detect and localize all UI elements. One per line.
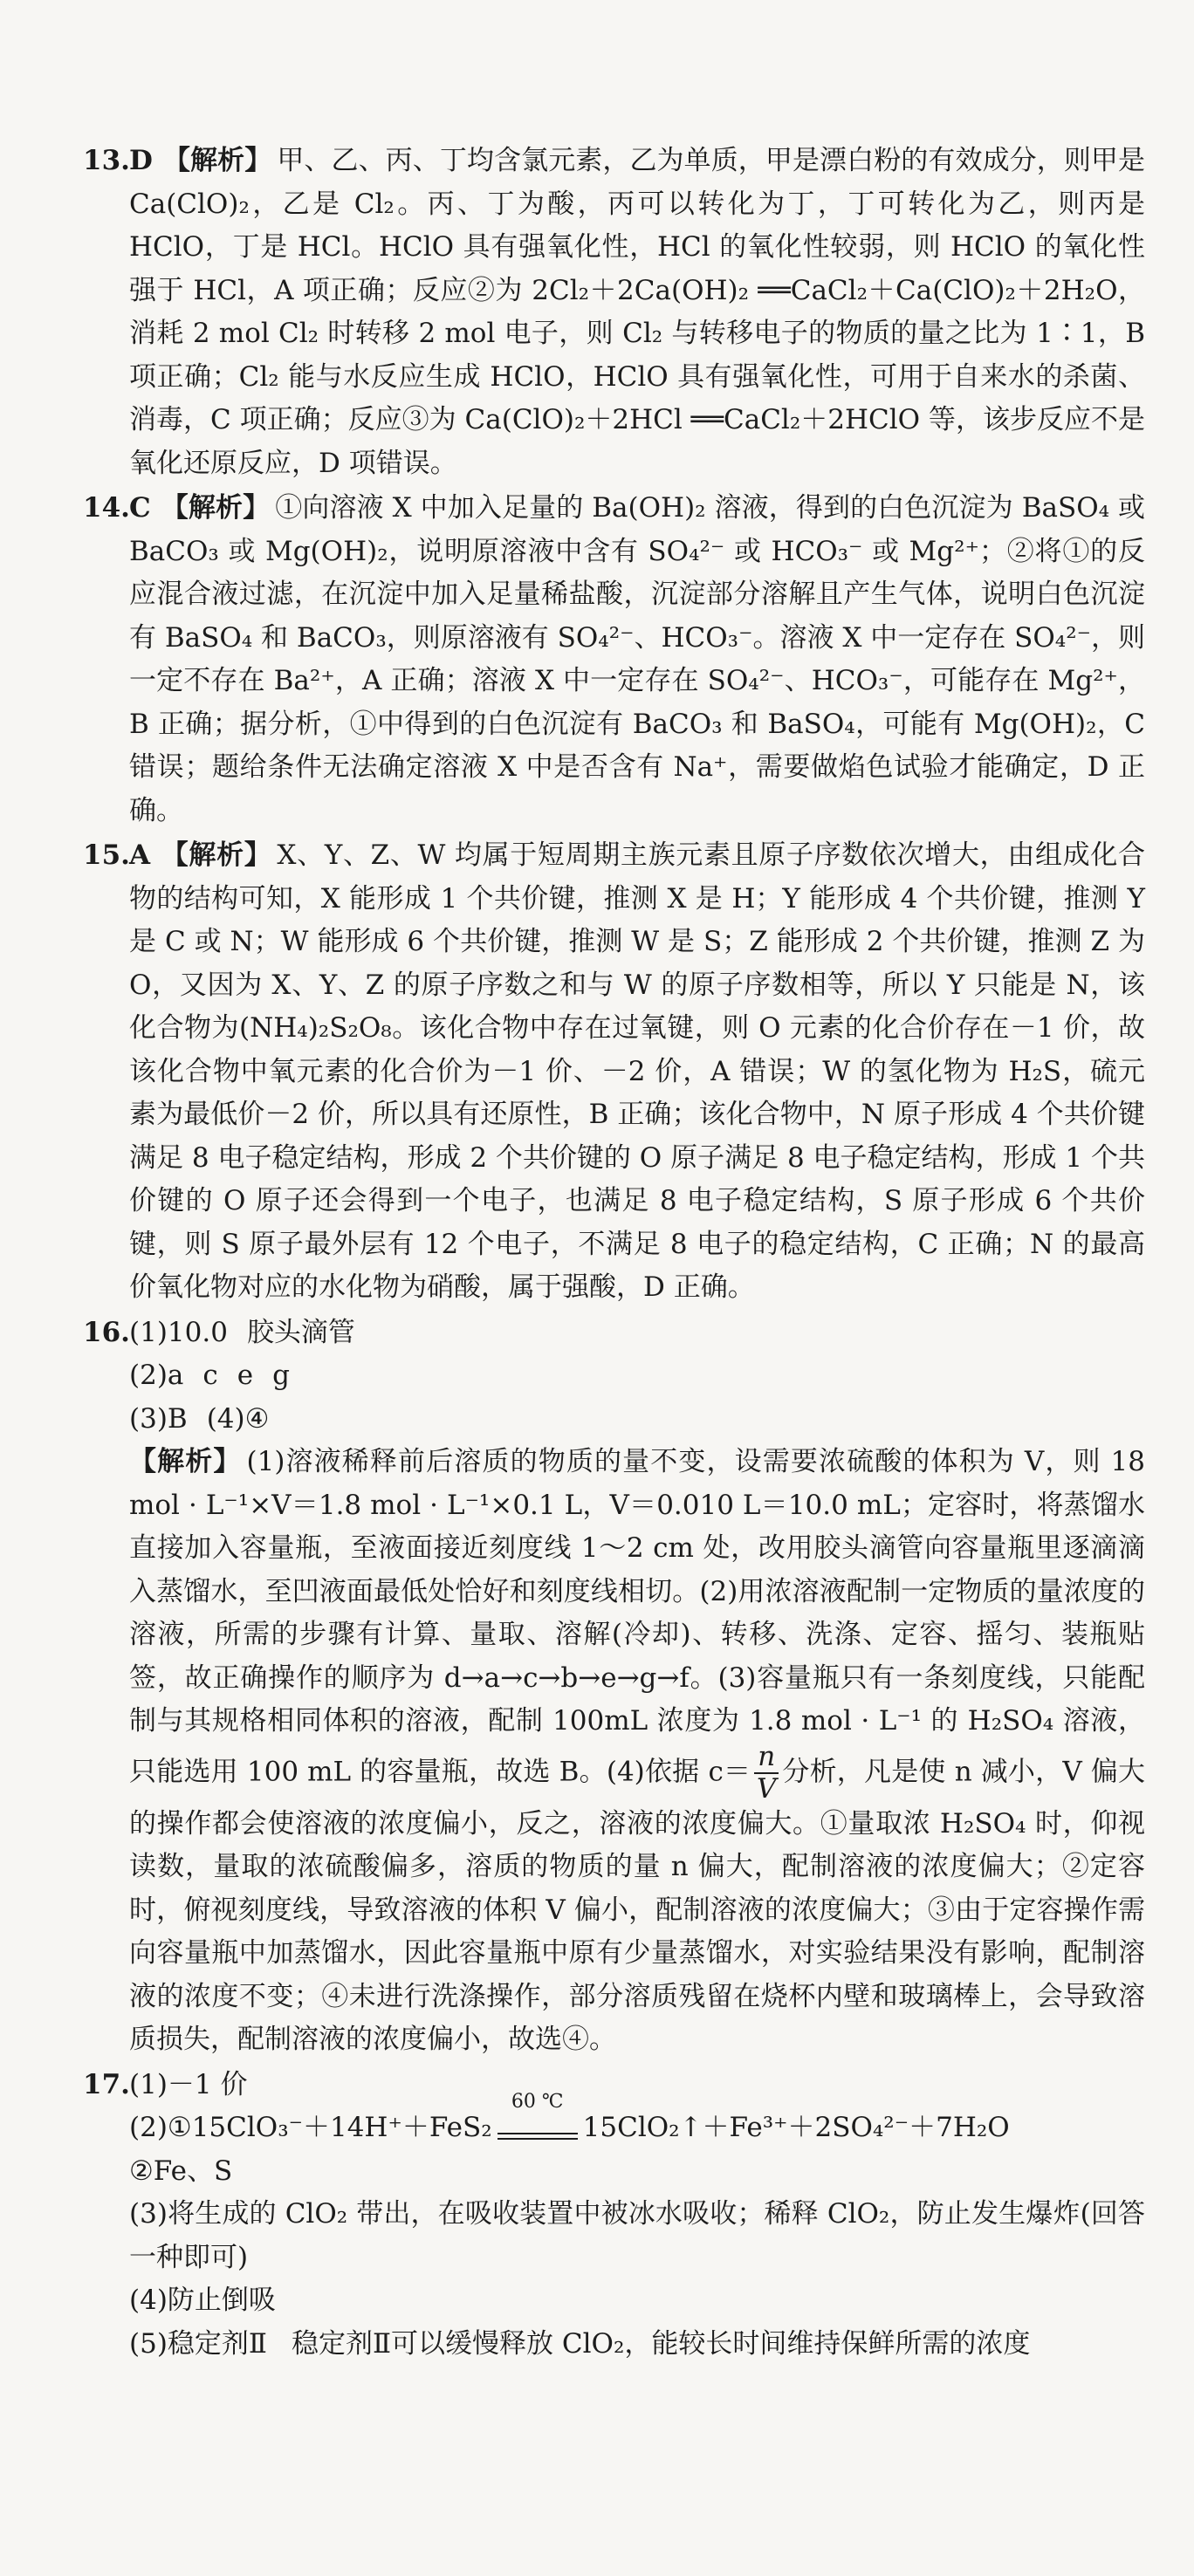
question-number: 13. [83,145,130,176]
answer-part-2b: ②Fe、S [129,2155,233,2187]
answer-part-2: (2)a c e g [129,1360,290,1391]
question-number: 16. [83,1316,130,1348]
analysis-text: 甲、乙、丙、丁均含氯元素，乙为单质，甲是漂白粉的有效成分，则甲是 Ca(ClO)₂，乙是 Cl₂。丙、丁为酸，丙可以转化为丁，丁可转化为乙，则丙是 HClO，丁是 HCl。HClO 具有强氧化性，HCl 的氧化性较弱，则 HClO 的氧化性强于 HCl，A 项正确；反应②为 2Cl₂＋2Ca(OH)₂ ══CaCl₂＋Ca(ClO)₂＋2H₂O，消耗 2 mol Cl₂ 时转移 2 mol 电子，则 Cl₂ 与转移电子的物质的量之比为 1∶1，B 项正确；Cl₂ 能与水反应生成 HClO，HClO 具有强氧化性，可用于自来水的杀菌、消毒，C 项正确；反应③为 Ca(ClO)₂＋2HCl ══CaCl₂＋2HClO 等，该步反应不是氧化还原反应，D 项错误。 [129,145,1146,479]
question-15 [83,834,1145,1310]
question-17 [83,2064,1145,2367]
analysis-tag: 【解析】 [161,492,271,524]
analysis-tag: 【解析】 [162,145,272,176]
answer-part-3: (3)将生成的 ClO₂ 带出，在吸收装置中被冰水吸收；稀释 ClO₂，防止发生爆炸(回答一种即可) [129,2198,1145,2273]
answer-part-3-4: (3)B (4)④ [129,1402,270,1435]
analysis-text-1: (1)溶液稀释前后溶质的物质的量不变，设需要浓硫酸的体积为 V，则 18 mol · L⁻¹×V＝1.8 mol · L⁻¹×0.1 L，V＝0.010 L＝10.0 mL；定容时，将蒸馏水直接加入容量瓶，至液面接近刻度线 1～2 cm 处，改用胶头滴管向容量瓶里逐滴滴入蒸馏水，至凹液面最低处恰好和刻度线相切。(2)用浓溶液配制一定物质的量浓度的溶液，所需的步骤有计算、量取、溶解(冷却)、转移、洗涤、定容、摇匀、装瓶贴签，故正确操作的顺序为 d→a→c→b→e→g→f。(3)容量瓶只有一条刻度线，只能配制与其规格相同体积的溶液，配制 100mL 浓度为 1.8 mol · L⁻¹ 的 H₂SO₄ 溶液，只能选用 100 mL 的容量瓶，故选 B。(4)依据 c＝ [129,1446,1146,1787]
question-14 [83,487,1145,832]
question-13 [83,140,1146,485]
answer-choice: C [129,492,151,524]
answer-part-1: (1)－1 价 [129,2068,248,2100]
analysis-text: ①向溶液 X 中加入足量的 Ba(OH)₂ 溶液，得到的白色沉淀为 BaSO₄ 或 BaCO₃ 或 Mg(OH)₂，说明原溶液中含有 SO₄²⁻ 或 HCO₃⁻ 或 Mg²⁺；②将①的反应混合液过滤，在沉淀中加入足量稀盐酸，沉淀部分溶解且产生气体，说明白色沉淀有 BaSO₄ 和 BaCO₃，则原溶液有 SO₄²⁻、HCO₃⁻。溶液 X 中一定存在 SO₄²⁻，则一定不存在 Ba²⁺，A 正确；溶液 X 中一定存在 SO₄²⁻、HCO₃⁻，可能存在 Mg²⁺，B 正确；据分析，①中得到的白色沉淀有 BaCO₃ 和 BaSO₄，可能有 Mg(OH)₂，C 错误；题给条件无法确定溶液 X 中是否含有 Na⁺，需要做焰色试验才能确定，D 正确。 [129,492,1145,826]
answer-choice: A [129,839,151,871]
fraction-n-over-v: $\frac{n}{V}$ [754,1744,779,1803]
question-number: 14. [83,492,130,524]
answer-part-5: (5)稳定剂Ⅱ 稳定剂Ⅱ可以缓慢释放 ClO₂，能较长时间维持保鲜所需的浓度 [129,2327,1031,2360]
answer-part-4: (4)防止倒吸 [129,2285,276,2316]
answer-equation: (2)①15ClO₃⁻＋14H⁺＋FeS₂ 60 ℃ 15ClO₂↑＋Fe³⁺＋2SO₄²⁻＋7H₂O [129,2107,1145,2150]
analysis-tag: 【解析】 [129,1446,242,1477]
question-16 [83,1312,1146,2062]
answer-choice: D [129,145,153,176]
question-number: 17. [83,2068,130,2100]
answer-part-1: (1)10.0 胶头滴管 [129,1316,355,1348]
analysis-text: X、Y、Z、W 均属于短周期主族元素且原子序数依次增大，由组成化合物的结构可知，X 能形成 1 个共价键，推测 X 是 H；Y 能形成 4 个共价键，推测 Y 是 C 或 N；W 能形成 6 个共价键，推测 W 是 S；Z 能形成 2 个共价键，推测 Z 为 O，又因为 X、Y、Z 的原子序数之和与 W 的原子序数相等，所以 Y 只能是 N，该化合物为(NH₄)₂S₂O₈。该化合物中存在过氧键，则 O 元素的化合价存在－1 价，故该化合物中氧元素的化合价为－1 价、－2 价，A 错误；W 的氢化物为 H₂S，硫元素为最低价－2 价，所以具有还原性，B 正确；该化合物中，N 原子形成 4 个共价键满足 8 电子稳定结构，形成 2 个共价键的 O 原子满足 8 电子稳定结构，形成 1 个共价键的 O 原子还会得到一个电子，也满足 8 电子稳定结构，S 原子形成 6 个共价键，则 S 原子最外层有 12 个电子，不满足 8 电子的稳定结构，C 正确；N 的最高价氧化物对应的水化物为硝酸，属于强酸，D 正确。 [129,839,1145,1303]
analysis-text-2: 分析，凡是使 n 减小，V 偏大的操作都会使溶液的浓度偏小，反之，溶液的浓度偏大。①量取浓 H₂SO₄ 时，仰视读数，量取的浓硫酸偏多，溶质的物质的量 n 偏大，配制溶液的浓度偏大；②定容时，俯视刻度线，导致溶液的体积 V 偏小，配制溶液的浓度偏大；③由于定容操作需向容量瓶中加蒸馏水，因此容量瓶中原有少量蒸馏水，对实验结果没有影响，配制溶液的浓度不变；④未进行洗涤操作，部分溶质残留在烧杯内壁和玻璃棒上，会导致溶质损失，配制溶液的浓度偏小，故选④。 [129,1756,1145,2055]
analysis-tag: 【解析】 [161,839,272,871]
question-number: 15. [83,839,130,871]
reaction-condition: 60 ℃ [492,2112,583,2150]
equals-sign [498,2133,578,2140]
analysis-block [129,1441,1145,2062]
